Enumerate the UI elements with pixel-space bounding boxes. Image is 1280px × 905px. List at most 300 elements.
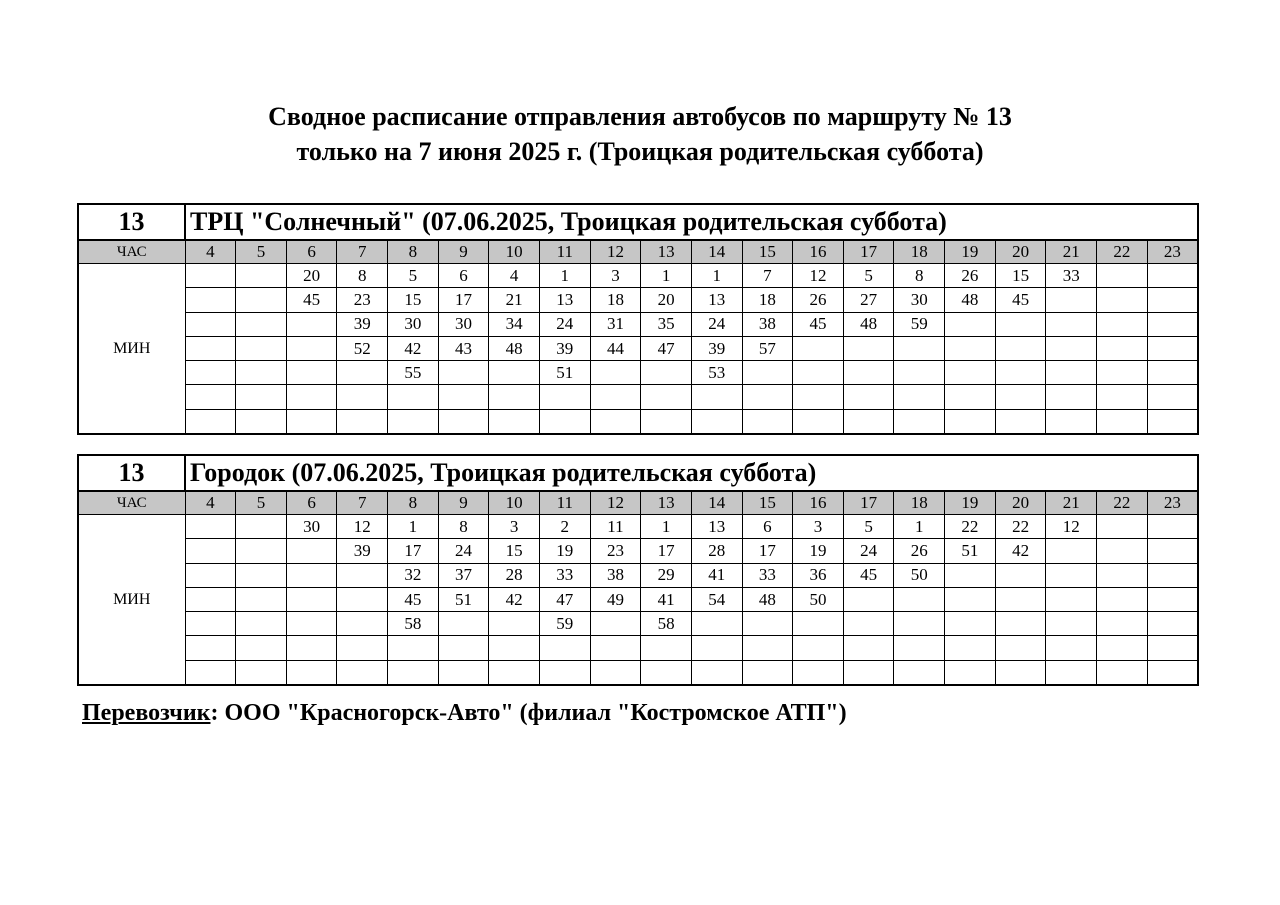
minute-cell <box>641 385 692 409</box>
minute-cell <box>236 288 287 312</box>
minute-cell: 30 <box>894 288 945 312</box>
carrier-label: Перевозчик <box>82 700 211 726</box>
minute-cell: 5 <box>843 264 894 288</box>
minute-cell: 47 <box>539 587 590 611</box>
minute-cell <box>236 361 287 385</box>
minute-cell <box>945 385 996 409</box>
minute-cell <box>539 636 590 660</box>
minute-cell <box>894 409 945 434</box>
minute-cell <box>1147 587 1198 611</box>
minute-cell <box>236 636 287 660</box>
minute-cell: 26 <box>945 264 996 288</box>
minute-cell <box>286 587 337 611</box>
minute-cell: 4 <box>489 264 540 288</box>
minute-cell <box>1147 539 1198 563</box>
minute-cell <box>945 563 996 587</box>
minute-cell <box>489 409 540 434</box>
minute-cell <box>489 385 540 409</box>
minute-cell <box>1147 612 1198 636</box>
minute-cell <box>236 587 287 611</box>
minute-row <box>78 336 1198 360</box>
minute-cell: 30 <box>388 312 439 336</box>
hour-cell: 7 <box>337 491 388 515</box>
minute-cell <box>894 587 945 611</box>
minute-cell: 58 <box>388 612 439 636</box>
minute-cell <box>843 612 894 636</box>
hour-cell: 18 <box>894 491 945 515</box>
minute-cell <box>1097 385 1148 409</box>
minute-cell <box>1097 288 1148 312</box>
carrier-separator: : <box>210 700 225 726</box>
minute-cell <box>945 409 996 434</box>
minute-cell: 52 <box>337 336 388 360</box>
minute-cell: 39 <box>539 336 590 360</box>
minute-cell <box>995 409 1046 434</box>
minute-cell: 11 <box>590 515 641 539</box>
minute-cell <box>793 385 844 409</box>
minute-cell <box>337 612 388 636</box>
minute-cell: 3 <box>590 264 641 288</box>
minute-cell: 5 <box>843 515 894 539</box>
minute-cell <box>894 361 945 385</box>
minute-cell <box>843 385 894 409</box>
minute-cell: 27 <box>843 288 894 312</box>
minute-cell <box>995 361 1046 385</box>
minute-cell <box>236 312 287 336</box>
minute-cell <box>641 660 692 685</box>
minute-cell <box>236 336 287 360</box>
hour-cell: 20 <box>995 240 1046 264</box>
minute-row <box>78 515 1198 539</box>
minute-cell <box>286 539 337 563</box>
minute-cell <box>1147 660 1198 685</box>
title-line-2: только на 7 июня 2025 г. (Троицкая родительская суббота) <box>296 137 984 166</box>
minute-cell: 20 <box>641 288 692 312</box>
minute-cell: 36 <box>793 563 844 587</box>
title-line-1: Сводное расписание отправления автобусов по маршруту № 13 <box>268 102 1012 131</box>
minute-cell: 8 <box>438 515 489 539</box>
minute-cell <box>1147 361 1198 385</box>
minute-cell <box>185 264 236 288</box>
minute-cell <box>894 612 945 636</box>
hour-cell: 12 <box>590 240 641 264</box>
minute-cell <box>1147 336 1198 360</box>
minute-cell <box>1147 312 1198 336</box>
minute-row <box>78 312 1198 336</box>
minute-cell <box>590 361 641 385</box>
hour-cell: 19 <box>945 491 996 515</box>
minute-cell: 30 <box>438 312 489 336</box>
minute-cell <box>438 409 489 434</box>
minute-cell: 15 <box>995 264 1046 288</box>
minute-cell: 1 <box>641 264 692 288</box>
minute-cell <box>590 636 641 660</box>
hour-cell: 14 <box>691 491 742 515</box>
minute-cell: 45 <box>995 288 1046 312</box>
minute-row <box>78 288 1198 312</box>
minute-cell <box>388 660 439 685</box>
table-header-row <box>78 455 1198 491</box>
minute-cell: 42 <box>388 336 439 360</box>
minute-cell: 18 <box>742 288 793 312</box>
minute-cell: 39 <box>691 336 742 360</box>
minute-cell <box>1097 563 1148 587</box>
hour-cell: 4 <box>185 491 236 515</box>
minute-cell: 48 <box>489 336 540 360</box>
minute-cell <box>1097 312 1148 336</box>
minute-cell <box>843 336 894 360</box>
minute-cell: 48 <box>945 288 996 312</box>
minute-cell: 43 <box>438 336 489 360</box>
minute-cell <box>1147 385 1198 409</box>
minute-cell <box>894 385 945 409</box>
minute-cell: 53 <box>691 361 742 385</box>
hour-cell: 14 <box>691 240 742 264</box>
minute-cell <box>1147 636 1198 660</box>
minute-row <box>78 563 1198 587</box>
minute-cell <box>1147 288 1198 312</box>
minute-cell <box>1147 563 1198 587</box>
minute-cell <box>539 385 590 409</box>
minute-cell <box>793 336 844 360</box>
minute-cell: 17 <box>641 539 692 563</box>
minute-cell: 30 <box>286 515 337 539</box>
minute-cell: 38 <box>590 563 641 587</box>
minute-row <box>78 264 1198 288</box>
minute-cell: 3 <box>489 515 540 539</box>
minute-cell: 17 <box>742 539 793 563</box>
minute-cell <box>185 587 236 611</box>
minute-cell <box>236 612 287 636</box>
minute-cell <box>742 660 793 685</box>
minute-cell <box>1046 361 1097 385</box>
minute-cell <box>1046 312 1097 336</box>
minute-cell <box>1097 409 1148 434</box>
minute-cell <box>641 409 692 434</box>
minute-cell <box>843 409 894 434</box>
hour-cell: 16 <box>793 491 844 515</box>
schedule-table-trc-solnechny <box>77 203 1199 435</box>
minute-cell <box>438 612 489 636</box>
minute-cell: 26 <box>793 288 844 312</box>
minute-cell <box>793 612 844 636</box>
minute-cell: 44 <box>590 336 641 360</box>
minute-cell <box>995 385 1046 409</box>
carrier-name: ООО "Красногорск-Авто" (филиал "Костромское АТП") <box>224 700 847 726</box>
minute-cell: 3 <box>793 515 844 539</box>
hour-cell: 5 <box>236 240 287 264</box>
minute-cell <box>286 612 337 636</box>
minute-cell <box>793 636 844 660</box>
minute-cell: 7 <box>742 264 793 288</box>
minute-cell <box>236 563 287 587</box>
hour-cell: 23 <box>1147 240 1198 264</box>
hour-cell: 22 <box>1097 491 1148 515</box>
route-number: 13 <box>78 455 185 491</box>
route-number: 13 <box>78 204 185 240</box>
minute-cell <box>590 612 641 636</box>
minute-cell: 24 <box>691 312 742 336</box>
minute-cell: 48 <box>742 587 793 611</box>
minute-cell: 33 <box>742 563 793 587</box>
minute-cell <box>489 612 540 636</box>
minute-cell <box>1097 336 1148 360</box>
minute-cell <box>590 409 641 434</box>
hour-label: ЧАС <box>78 240 185 264</box>
hour-cell: 19 <box>945 240 996 264</box>
hour-cell: 17 <box>843 491 894 515</box>
minute-cell <box>185 612 236 636</box>
minute-cell <box>1097 612 1148 636</box>
minute-cell <box>843 361 894 385</box>
hour-cell: 9 <box>438 240 489 264</box>
minute-cell: 1 <box>641 515 692 539</box>
minute-cell <box>1147 409 1198 434</box>
minute-cell <box>742 385 793 409</box>
minute-cell: 54 <box>691 587 742 611</box>
hour-cell: 13 <box>641 491 692 515</box>
minute-cell: 21 <box>489 288 540 312</box>
minute-cell: 48 <box>843 312 894 336</box>
hour-cell: 20 <box>995 491 1046 515</box>
minute-cell: 12 <box>1046 515 1097 539</box>
hour-cell: 10 <box>489 491 540 515</box>
minute-cell <box>236 515 287 539</box>
minute-cell: 50 <box>793 587 844 611</box>
minute-cell <box>236 409 287 434</box>
minute-row <box>78 612 1198 636</box>
hour-cell: 18 <box>894 240 945 264</box>
minute-cell <box>489 361 540 385</box>
minute-cell: 45 <box>793 312 844 336</box>
minute-cell <box>995 563 1046 587</box>
hour-label: ЧАС <box>78 491 185 515</box>
minute-cell <box>185 336 236 360</box>
minute-cell <box>691 385 742 409</box>
minute-cell: 38 <box>742 312 793 336</box>
hour-cell: 15 <box>742 491 793 515</box>
minute-cell <box>641 361 692 385</box>
minute-cell: 33 <box>539 563 590 587</box>
minute-cell: 18 <box>590 288 641 312</box>
minute-cell: 45 <box>388 587 439 611</box>
hour-cell: 10 <box>489 240 540 264</box>
hour-cell: 15 <box>742 240 793 264</box>
minute-cell <box>843 587 894 611</box>
minute-cell <box>691 636 742 660</box>
minute-row <box>78 660 1198 685</box>
minute-cell <box>185 539 236 563</box>
hour-cell: 21 <box>1046 240 1097 264</box>
minute-cell <box>236 539 287 563</box>
minute-cell <box>590 660 641 685</box>
minute-cell <box>945 312 996 336</box>
minute-cell <box>691 660 742 685</box>
minute-cell <box>337 563 388 587</box>
minute-cell: 37 <box>438 563 489 587</box>
minute-cell: 13 <box>691 515 742 539</box>
minute-cell: 35 <box>641 312 692 336</box>
minute-cell <box>1046 636 1097 660</box>
minute-cell: 1 <box>388 515 439 539</box>
minute-cell <box>286 636 337 660</box>
hour-row <box>78 491 1198 515</box>
minute-cell: 51 <box>945 539 996 563</box>
minute-cell <box>185 409 236 434</box>
minute-cell <box>793 361 844 385</box>
minute-cell <box>1097 361 1148 385</box>
minute-cell <box>185 312 236 336</box>
minute-cell <box>489 636 540 660</box>
hour-cell: 8 <box>388 240 439 264</box>
minute-cell <box>995 336 1046 360</box>
minute-cell <box>691 612 742 636</box>
minute-cell: 26 <box>894 539 945 563</box>
minute-cell: 31 <box>590 312 641 336</box>
minute-row <box>78 539 1198 563</box>
minute-cell: 33 <box>1046 264 1097 288</box>
minute-cell: 41 <box>691 563 742 587</box>
minute-cell <box>286 312 337 336</box>
minute-cell: 23 <box>337 288 388 312</box>
minute-cell <box>843 636 894 660</box>
hour-cell: 6 <box>286 240 337 264</box>
minute-cell: 32 <box>388 563 439 587</box>
minute-cell: 41 <box>641 587 692 611</box>
minute-cell: 24 <box>843 539 894 563</box>
minute-cell <box>438 385 489 409</box>
minute-cell: 42 <box>489 587 540 611</box>
minute-cell: 47 <box>641 336 692 360</box>
minute-cell <box>1097 515 1148 539</box>
minute-cell <box>185 361 236 385</box>
minute-cell <box>337 660 388 685</box>
minute-cell: 34 <box>489 312 540 336</box>
minute-cell <box>337 636 388 660</box>
minute-cell: 24 <box>438 539 489 563</box>
minute-cell <box>185 515 236 539</box>
minute-cell: 28 <box>489 563 540 587</box>
minute-cell: 19 <box>793 539 844 563</box>
hour-cell: 5 <box>236 491 287 515</box>
minute-cell <box>995 636 1046 660</box>
stop-name: ТРЦ "Солнечный" (07.06.2025, Троицкая родительская суббота) <box>185 204 1198 240</box>
minute-cell <box>641 636 692 660</box>
minute-cell: 6 <box>742 515 793 539</box>
minute-cell: 45 <box>286 288 337 312</box>
minute-cell: 23 <box>590 539 641 563</box>
hour-cell: 6 <box>286 491 337 515</box>
minute-row <box>78 587 1198 611</box>
minute-cell <box>286 385 337 409</box>
minute-row <box>78 409 1198 434</box>
minute-cell: 6 <box>438 264 489 288</box>
minute-cell: 15 <box>489 539 540 563</box>
minute-cell <box>995 612 1046 636</box>
minute-cell <box>185 288 236 312</box>
minute-cell <box>185 660 236 685</box>
minute-cell <box>894 636 945 660</box>
minute-cell <box>388 385 439 409</box>
minute-cell <box>742 361 793 385</box>
minute-label: МИН <box>78 515 185 686</box>
hour-cell: 11 <box>539 491 590 515</box>
minute-cell <box>337 587 388 611</box>
minute-cell <box>438 636 489 660</box>
minute-cell: 1 <box>691 264 742 288</box>
minute-cell <box>1097 264 1148 288</box>
minute-cell <box>1046 660 1097 685</box>
hour-cell: 4 <box>185 240 236 264</box>
hour-cell: 7 <box>337 240 388 264</box>
minute-cell: 17 <box>438 288 489 312</box>
minute-cell <box>286 361 337 385</box>
minute-cell <box>793 660 844 685</box>
stop-name: Городок (07.06.2025, Троицкая родительская суббота) <box>185 455 1198 491</box>
document-title <box>0 99 1280 169</box>
minute-cell <box>337 409 388 434</box>
minute-cell <box>945 660 996 685</box>
minute-cell <box>1147 515 1198 539</box>
minute-cell: 22 <box>945 515 996 539</box>
minute-cell <box>388 409 439 434</box>
minute-cell <box>388 636 439 660</box>
minute-cell <box>1046 563 1097 587</box>
minute-cell <box>337 385 388 409</box>
minute-cell <box>539 409 590 434</box>
minute-cell <box>742 612 793 636</box>
minute-cell <box>945 612 996 636</box>
minute-row <box>78 361 1198 385</box>
carrier-line <box>82 700 847 727</box>
minute-cell <box>489 660 540 685</box>
minute-cell <box>185 385 236 409</box>
minute-cell: 13 <box>539 288 590 312</box>
minute-cell <box>286 563 337 587</box>
minute-cell <box>945 636 996 660</box>
minute-cell <box>185 563 236 587</box>
hour-cell: 17 <box>843 240 894 264</box>
minute-cell <box>236 385 287 409</box>
hour-row <box>78 240 1198 264</box>
minute-cell: 51 <box>438 587 489 611</box>
minute-cell: 49 <box>590 587 641 611</box>
hour-cell: 8 <box>388 491 439 515</box>
minute-cell <box>742 409 793 434</box>
minute-cell <box>337 361 388 385</box>
minute-cell: 59 <box>539 612 590 636</box>
minute-row <box>78 636 1198 660</box>
minute-cell <box>1147 264 1198 288</box>
minute-cell: 57 <box>742 336 793 360</box>
schedule-table-gorodok <box>77 454 1199 686</box>
minute-cell: 13 <box>691 288 742 312</box>
minute-cell: 58 <box>641 612 692 636</box>
minute-cell <box>793 409 844 434</box>
minute-cell: 20 <box>286 264 337 288</box>
minute-cell: 12 <box>337 515 388 539</box>
minute-cell <box>945 336 996 360</box>
minute-cell <box>1046 539 1097 563</box>
minute-cell <box>438 361 489 385</box>
minute-cell: 15 <box>388 288 439 312</box>
minute-cell <box>286 336 337 360</box>
minute-cell <box>691 409 742 434</box>
minute-cell <box>1097 636 1148 660</box>
minute-cell <box>1046 385 1097 409</box>
hour-cell: 13 <box>641 240 692 264</box>
minute-cell <box>1097 587 1148 611</box>
